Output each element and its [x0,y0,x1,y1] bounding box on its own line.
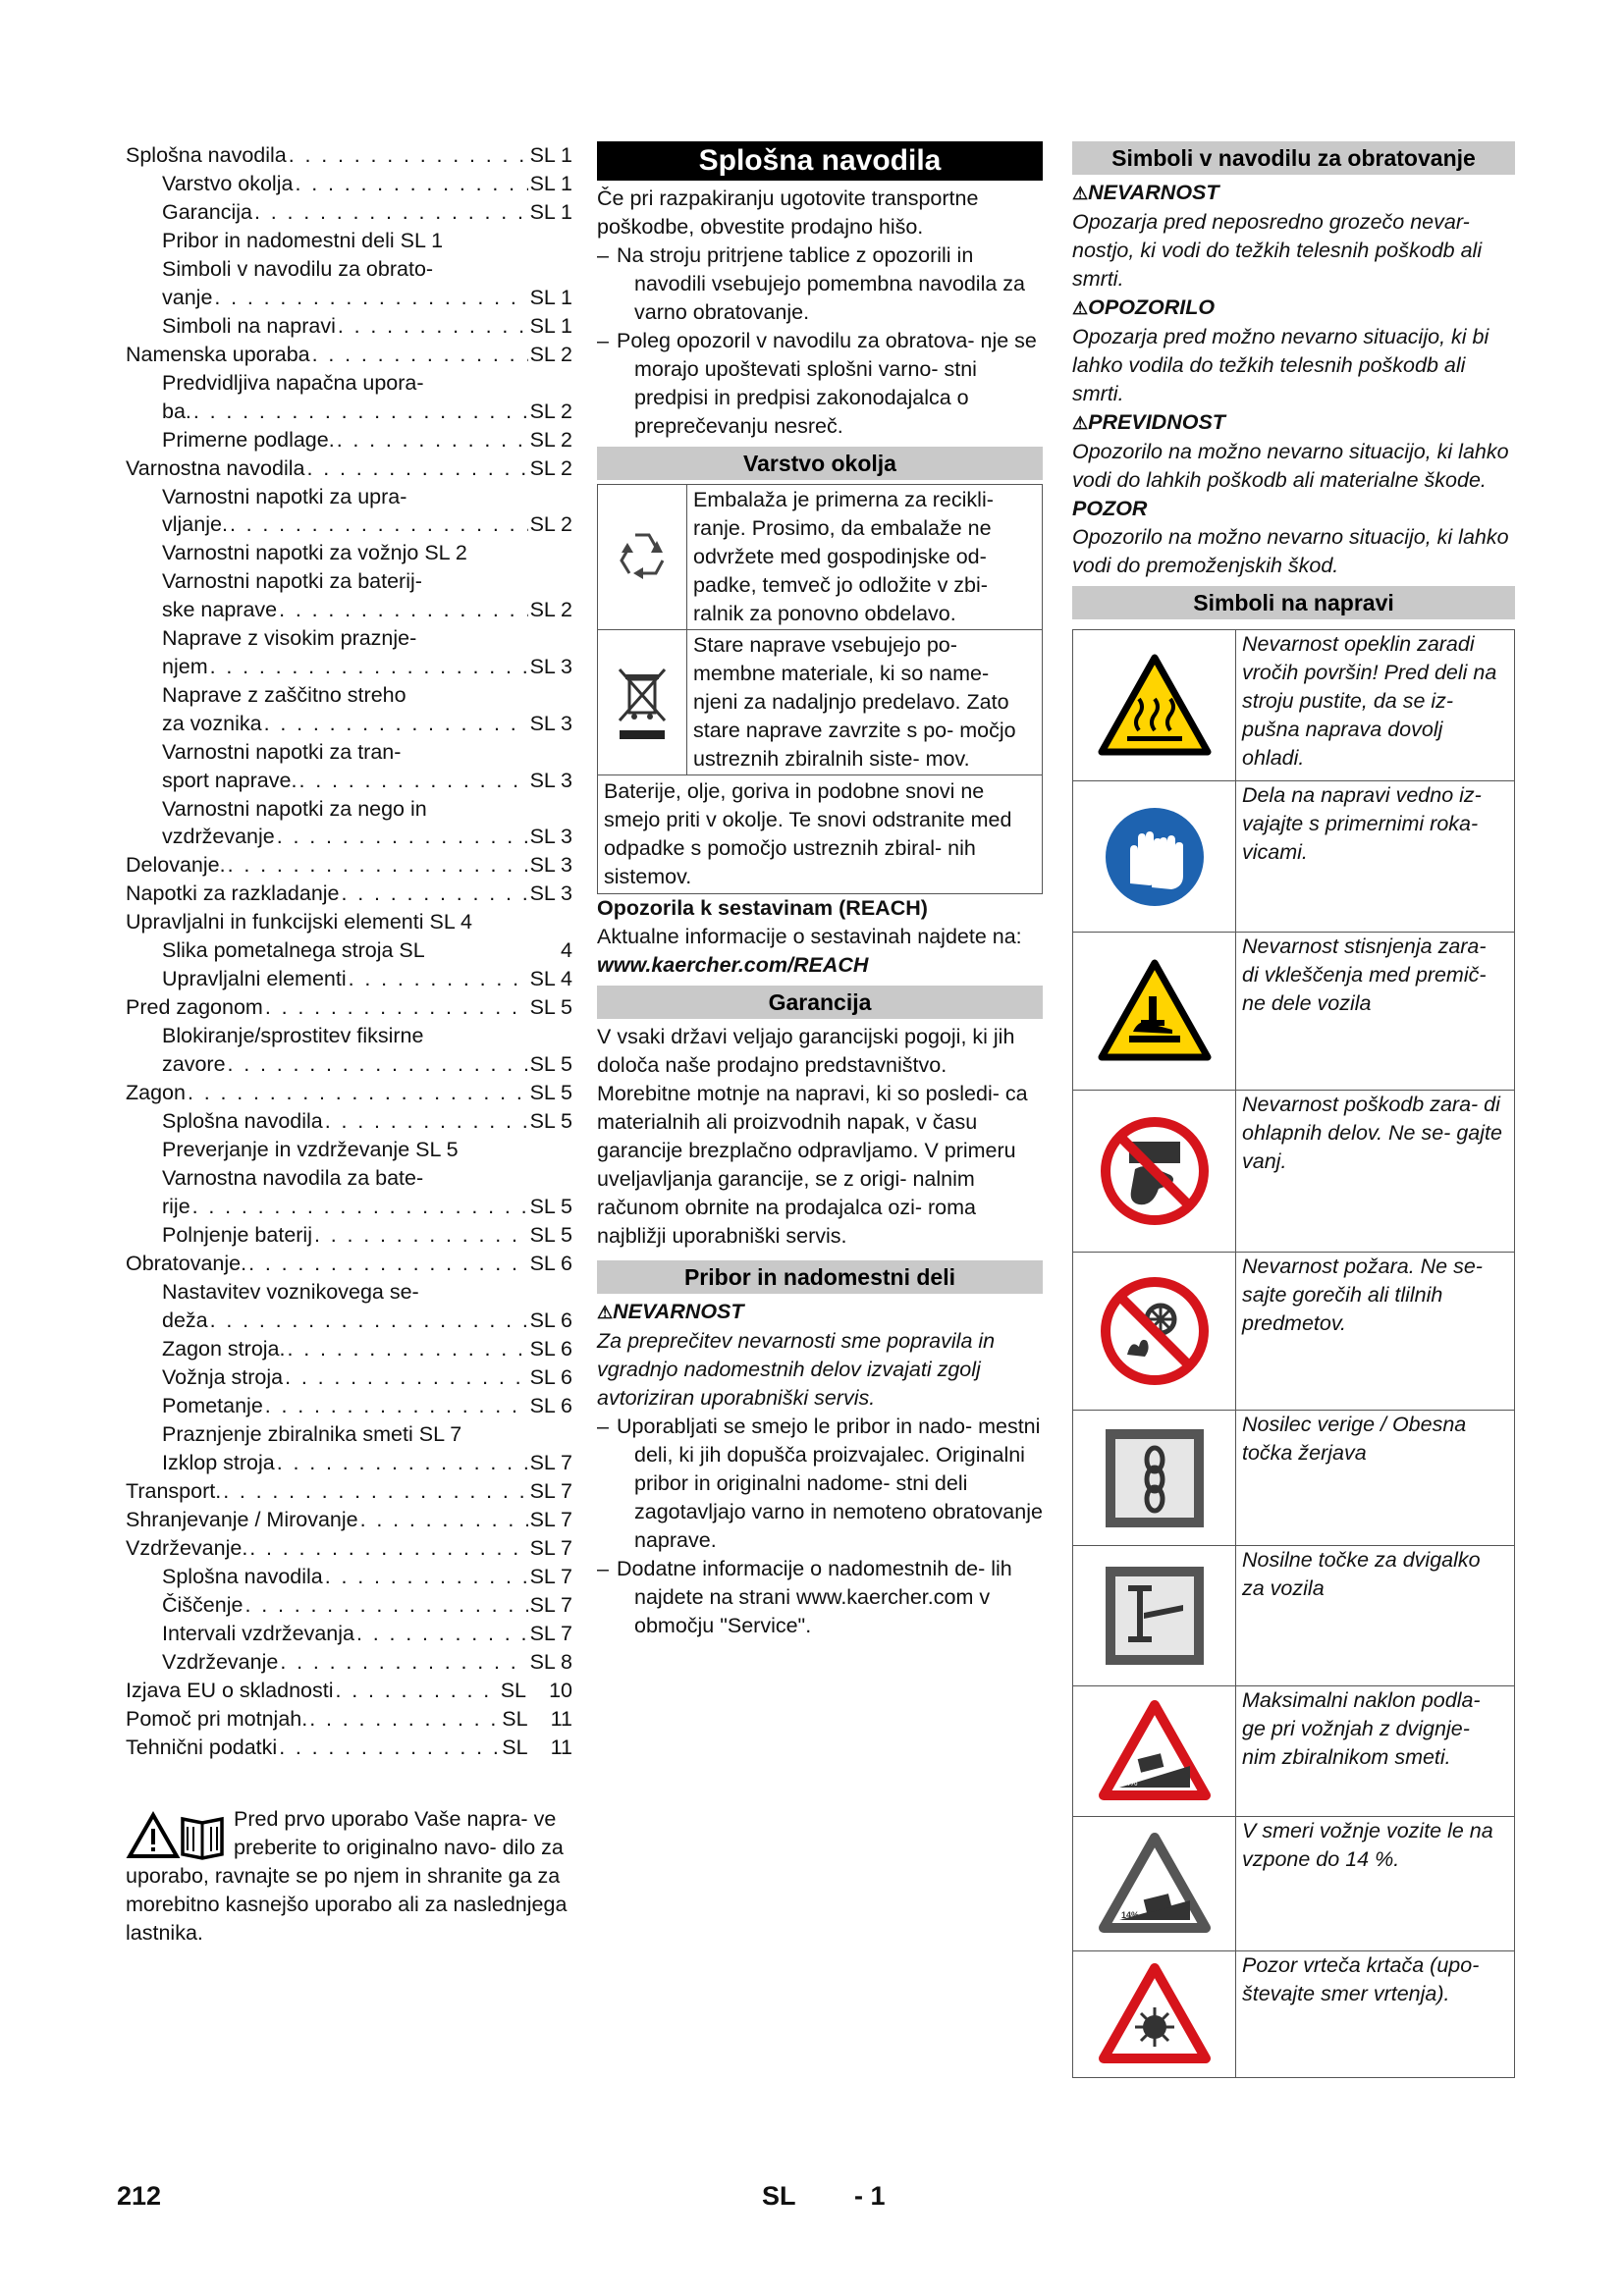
toc-entry[interactable]: Pomoč pri motnjah. . . . SL 11 [126,1705,572,1734]
toc-entry[interactable]: ske naprave . . . SL 2 [126,596,572,624]
env-row-recycle [598,485,1042,630]
gloves-icon [1073,781,1236,932]
first-use-text: Pred prvo uporabo Vaše napra- ve preberite to originalno navo- dilo za uporabo, ravnajte se po njem in shranite ga za morebitno kasnejšo uporabo ali za naslednjega lastnika. [126,1806,568,1945]
toc-entry[interactable]: Blokiranje/sprostitev fiksirne [162,1024,424,1048]
symbol-row [1073,1091,1514,1253]
toc-entry[interactable]: Praznjenje zbiralnika smeti SL 7 [162,1421,462,1446]
toc-entry[interactable]: sport naprave. . . . SL 3 [126,767,572,795]
toc-entry[interactable]: Pribor in nadomestni deli SL 1 [162,229,444,252]
svg-text:x%: x% [1124,1778,1138,1788]
symbol-row [1073,1546,1514,1686]
env-batteries-text: Baterije, olje, goriva in podobne snovi ne smejo priti v okolje. Te snovi odstranite med odpadke s pomočjo ustreznih zbiral- nih sistemov. [604,779,1012,888]
symbol-description: Nevarnost požara. Ne se- sajte gorečih ali tlilnih predmetov. [1242,1255,1483,1335]
toc-entry[interactable]: Varnostni napotki za upra- [162,484,407,508]
accessories-heading: Pribor in nadomestni deli [597,1260,1043,1294]
toc-entry[interactable]: Garancija . . . SL 1 [126,198,572,227]
table-of-contents [126,141,572,1948]
toc-entry[interactable]: vljanje. . . . SL 2 [126,510,572,539]
toc-entry[interactable]: Varnostni napotki za vožnjo SL 2 [162,541,467,565]
toc-entry[interactable]: Pred zagonom . . . SL 5 [126,993,572,1022]
column-general [597,141,1043,1640]
toc-entry[interactable]: Vožnja stroja . . . SL 6 [126,1363,572,1392]
symbol-description: V smeri vožnje vozite le na vzpone do 14 %. [1242,1819,1493,1871]
symbol-row [1073,1686,1514,1817]
env-recycle-text: Embalaža je primerna za recikli- ranje. Prosimo, da embalaže ne odvržete med gospodinjske od- padke, temveč jo odložite v zbi- ralnik za ponovno obdelavo. [693,488,994,625]
first-use-notice [126,1805,572,1948]
toc-entry[interactable]: Slika pometalnega stroja SL 4 [162,938,572,963]
env-heading: Varstvo okolja [597,447,1043,480]
symbol-description: Nevarnost opeklin zaradi vročih površin! Pred deli na stroju pustite, da se iz- pušna naprava dovolj ohladi. [1242,632,1497,770]
toc-entry[interactable]: Primerne podlage. . . . SL 2 [126,426,572,454]
toc-entry[interactable]: Splošna navodila . . . SL 7 [126,1563,572,1591]
intro-text: Če pri razpakiranju ugotovite transportne poškodbe, obvestite prodajno hišo. [597,187,979,239]
symbol-row [1073,1951,1514,2077]
toc-entry[interactable]: Zagon . . . SL 5 [126,1079,572,1107]
toc-entry[interactable]: Vzdrževanje . . . SL 8 [126,1648,572,1677]
column-symbols [1072,141,1515,2078]
env-table [597,484,1043,894]
reach-text: Aktualne informacije o sestavinah najdete na: [597,925,1022,948]
slope-14-icon [1073,1817,1236,1950]
language-code: SL [762,2181,796,2211]
toc-entry[interactable]: rije . . . SL 5 [126,1193,572,1221]
no-flammables-icon [1073,1253,1236,1410]
toc-entry[interactable]: Napotki za razkladanje . . . SL 3 [126,880,572,908]
toc-entry[interactable]: Varnostni napotki za tran- [162,739,402,764]
warning-triangle-icon: ⚠ [1072,184,1089,203]
toc-entry[interactable]: Naprave z visokim praznje- [162,626,417,651]
attention-label: POZOR [1072,497,1148,520]
toc-entry[interactable]: Namenska uporaba . . . SL 2 [126,341,572,369]
attention-text: Opozorilo na možno nevarno situacijo, ki lahko vodi do premoženjskih škod. [1072,525,1509,577]
warning-label: ⚠OPOZORILO [1072,295,1216,319]
manual-symbols-heading: Simboli v navodilu za obratovanje [1072,141,1515,175]
symbol-description: Nevarnost poškodb zara- di ohlapnih delov. Ne se- gajte vanj. [1242,1093,1502,1173]
toc-entry[interactable]: Preverjanje in vzdrževanje SL 5 [162,1138,459,1162]
toc-entry[interactable]: Shranjevanje / Mirovanje . . . SL 7 [126,1506,572,1534]
section-title: Splošna navodila [597,141,1043,181]
env-row-weee [598,630,1042,775]
lifting-point-icon [1073,1546,1236,1685]
chain-icon [1073,1411,1236,1545]
toc-entry[interactable]: Tehnični podatki . . . SL 11 [126,1734,572,1762]
accessories-item: – Dodatne informacije o nadomestnih de- lih najdete na strani www.kaercher.com v območju "Service". [597,1557,1012,1637]
toc-entry[interactable]: za voznika . . . SL 3 [126,710,572,738]
toc-entry[interactable]: Intervali vzdrževanja . . . SL 7 [126,1620,572,1648]
symbol-description: Nosilec verige / Obesna točka žerjava [1242,1413,1467,1465]
device-symbols-table [1072,629,1515,2078]
max-slope-icon [1073,1686,1236,1816]
toc-entry[interactable]: Upravljalni in funkcijski elementi SL 4 [126,910,472,934]
toc-entry[interactable]: Delovanje. . . . SL 3 [126,851,572,880]
svg-text:14%: 14% [1120,1910,1139,1920]
toc-entry[interactable]: ba. . . . SL 2 [126,398,572,426]
toc-entry[interactable]: Izjava EU o skladnosti . . . SL 10 [126,1677,572,1705]
intro-item: – Poleg opozoril v navodilu za obratova- nje se morajo upoštevati splošni varno- stni predpisi in predpisi zakonodajalca o preprečevanju nesreč. [597,329,1037,438]
hot-surface-icon [1073,630,1236,780]
symbol-row [1073,933,1514,1091]
toc-entry[interactable]: vzdrževanje . . . SL 3 [126,823,572,851]
rotating-brush-icon [1073,1951,1236,2077]
toc-entry[interactable]: zavore . . . SL 5 [126,1050,572,1079]
symbol-description: Nosilne točke za dvigalko za vozila [1242,1548,1481,1600]
toc-entry[interactable]: Obratovanje. . . . SL 6 [126,1250,572,1278]
toc-entry[interactable]: Varnostni napotki za nego in [162,796,427,821]
symbol-row [1073,781,1514,933]
no-touch-icon [1073,1091,1236,1252]
accessories-item: – Uporabljati se smejo le pribor in nado- mestni deli, ki jih dopušča proizvajalec. Originalni pribor in originalni nadome- stni deli zagotavljajo varno in nemoteno obratovanje naprave. [597,1415,1043,1552]
toc-entry[interactable]: Nastavitev voznikovega se- [162,1279,419,1304]
warning-manual-icon [126,1809,228,1860]
intro-item: – Na stroju pritrjene tablice z opozorili in navodili vsebujejo pomembna navodila za varno obratovanje. [597,243,1026,324]
toc-entry[interactable]: Varnostna navodila . . . SL 2 [126,454,572,483]
danger-label: ⚠NEVARNOST [1072,181,1219,204]
reach-heading: Opozorila k sestavinam (REACH) [597,896,928,920]
symbol-row [1073,1253,1514,1411]
toc-list [126,141,572,1762]
toc-entry[interactable]: Transport. . . . SL 7 [126,1477,572,1506]
warranty-text: V vsaki državi veljajo garancijski pogoji, ki jih določa naše prodajno predstavništvo. Morebitne motnje na napravi, ki so posledi- ca materialnih ali proizvodnih napak, v času garancije brezplačno odpravljamo. V primeru uveljavljanja garancije, se z origi- nalnim računom obrnite na prodajalca ozi- roma najbližji uporabniški servis. [597,1025,1028,1248]
toc-entry[interactable]: Simboli v navodilu za obrato- [162,257,434,281]
toc-entry[interactable]: Upravljalni elementi . . . SL 4 [126,965,572,993]
toc-entry[interactable]: Varnostna navodila za bate- [162,1166,424,1191]
toc-entry[interactable]: Splošna navodila . . . SL 1 [126,141,572,170]
toc-entry[interactable]: Pometanje . . . SL 6 [126,1392,572,1420]
symbol-row [1073,630,1514,781]
caution-text: Opozorilo na možno nevarno situacijo, ki lahko vodi do lahkih poškodb ali materialne škode. [1072,440,1509,492]
recycle-icon [598,485,687,629]
warning-text: Opozarja pred možno nevarno situacijo, ki bi lahko vodila do težkih telesnih poškodb ali smrti. [1072,325,1489,405]
warning-triangle-icon: ⚠ [1072,413,1089,433]
symbol-description: Nevarnost stisnjenja zara- di vkleščenja med premič- ne dele vozila [1242,934,1487,1015]
section-page-number: - 1 [854,2181,886,2211]
symbol-description: Maksimalni naklon podla- ge pri vožnjah z dvignje- nim zbiralnikom smeti. [1242,1688,1481,1769]
symbol-row [1073,1817,1514,1951]
danger-text: Za preprečitev nevarnosti sme popravila in vgradnjo nadomestnih delov izvajati zgolj avtoriziran uporabniški servis. [597,1329,996,1410]
danger-label: ⚠NEVARNOST [597,1300,744,1323]
caution-label: ⚠PREVIDNOST [1072,410,1225,434]
warranty-heading: Garancija [597,986,1043,1019]
toc-entry[interactable]: vanje . . . SL 1 [126,284,572,312]
device-symbols-heading: Simboli na napravi [1072,586,1515,619]
toc-entry[interactable]: deža . . . SL 6 [126,1307,572,1335]
warning-triangle-icon: ⚠ [597,1303,614,1322]
crossed-bin-icon [598,630,687,774]
toc-entry[interactable]: Splošna navodila . . . SL 5 [126,1107,572,1136]
toc-entry[interactable]: Vzdrževanje. . . . SL 7 [126,1534,572,1563]
danger-text: Opozarja pred neposredno grozečo nevar- nostjo, ki vodi do težkih telesnih poškodb ali smrti. [1072,210,1483,291]
env-weee-text: Stare naprave vsebujejo po- membne materiale, ki so name- njeni za nadaljnjo predelavo. Zato stare naprave zavrzite s po- močjo ustreznih zbiralnih siste- mov. [693,633,1016,771]
toc-entry[interactable]: Zagon stroja. . . . SL 6 [126,1335,572,1363]
toc-entry[interactable]: Izklop stroja . . . SL 7 [126,1449,572,1477]
symbol-description: Pozor vrteča krtača (upo- števajte smer vrtenja). [1242,1953,1480,2005]
toc-entry[interactable]: njem . . . SL 3 [126,653,572,681]
symbol-row [1073,1411,1514,1546]
toc-entry[interactable]: Varnostni napotki za baterij- [162,569,422,594]
crush-hazard-icon [1073,933,1236,1090]
symbol-description: Dela na napravi vedno iz- vajajte s primernimi roka- vicami. [1242,783,1482,864]
toc-entry[interactable]: Predvidljiva napačna upora- [162,370,424,395]
warning-triangle-icon: ⚠ [1072,298,1089,318]
page-number: 212 [117,2181,162,2211]
reach-link[interactable]: www.kaercher.com/REACH [597,953,869,977]
toc-entry[interactable]: Čiščenje . . . SL 7 [126,1591,572,1620]
toc-entry[interactable]: Naprave z zaščitno streho [162,682,406,707]
toc-entry[interactable]: Simboli na napravi . . . SL 1 [126,312,572,341]
toc-entry[interactable]: Polnjenje baterij . . . SL 5 [126,1221,572,1250]
toc-entry[interactable]: Varstvo okolja . . . SL 1 [126,170,572,198]
